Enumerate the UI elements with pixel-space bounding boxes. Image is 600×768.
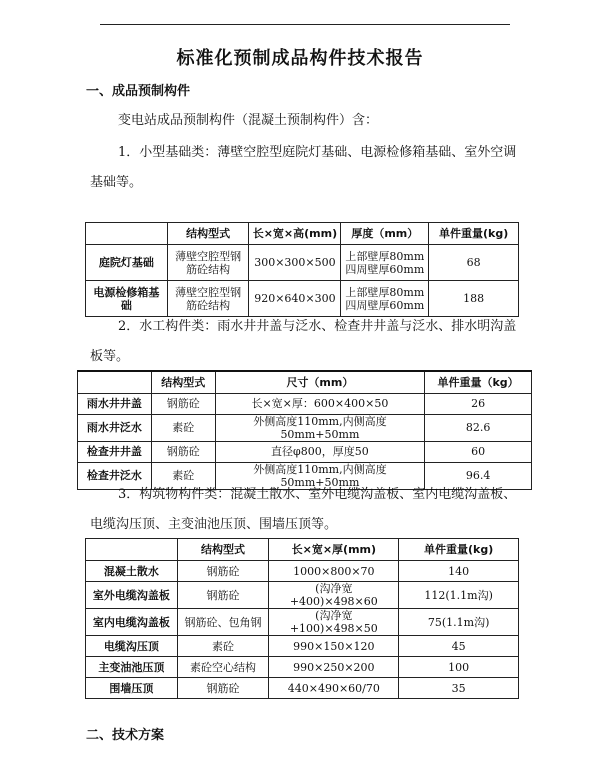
- component-name: 混凝土散水: [86, 561, 178, 582]
- component-name: 围墙压顶: [86, 678, 178, 699]
- size: 外侧高度110mm,内侧高度50mm+50mm: [215, 414, 425, 441]
- table-row: [86, 245, 519, 281]
- component-name: 室内电缆沟盖板: [86, 609, 178, 636]
- unit-weight: 75(1.1m沟): [399, 609, 519, 636]
- unit-weight: 112(1.1m沟): [399, 582, 519, 609]
- table-header-cell: 结构型式: [167, 223, 249, 245]
- header-rule: [100, 24, 510, 25]
- structure-type: 薄壁空腔型钢筋砼结构: [167, 281, 249, 317]
- structure-type: 素砼空心结构: [177, 657, 269, 678]
- unit-weight: 68: [429, 245, 519, 281]
- table-row: [86, 636, 519, 657]
- table-row: [86, 678, 519, 699]
- unit-weight: 96.4: [425, 462, 532, 489]
- structure-type: 素砼: [151, 414, 215, 441]
- table-header-cell: 厚度（mm）: [341, 223, 429, 245]
- table-row: [86, 657, 519, 678]
- structure-type: 钢筋砼: [151, 393, 215, 414]
- structure-type: 钢筋砼: [177, 678, 269, 699]
- component-name: 雨水井井盖: [78, 393, 152, 414]
- table-row: [86, 561, 519, 582]
- table-row: [78, 414, 532, 441]
- table-structure-components: [85, 538, 519, 699]
- structure-type: 薄壁空腔型钢筋砼结构: [167, 245, 249, 281]
- table-row: [78, 393, 532, 414]
- size: 外侧高度110mm,内侧高度50mm+50mm: [215, 462, 425, 489]
- unit-weight: 188: [429, 281, 519, 317]
- thickness: 上部壁厚80mm四周壁厚60mm: [341, 245, 429, 281]
- table-water-components: [77, 370, 532, 490]
- dimensions: 440×490×60/70: [269, 678, 399, 699]
- thickness: 上部壁厚80mm四周壁厚60mm: [341, 281, 429, 317]
- table-row: [86, 582, 519, 609]
- section-2-heading: 二、技术方案: [86, 728, 165, 743]
- dimensions: 300×300×500: [249, 245, 341, 281]
- component-name: 雨水井泛水: [78, 414, 152, 441]
- table-header-cell: 结构型式: [151, 371, 215, 393]
- unit-weight: 35: [399, 678, 519, 699]
- section-1-intro: 变电站成品预制构件（混凝土预制构件）含：: [118, 113, 379, 128]
- structure-type: 钢筋砼: [151, 441, 215, 462]
- item-3-paragraph: 3．构筑物构件类：混凝土散水、室外电缆沟盖板、室内电缆沟盖板、电缆沟压顶、主变油池压顶、围墙压顶等。: [90, 487, 517, 532]
- table-header-cell: 结构型式: [177, 539, 269, 561]
- table-header-cell: 尺寸（mm）: [215, 371, 425, 393]
- dimensions: 920×640×300: [249, 281, 341, 317]
- unit-weight: 100: [399, 657, 519, 678]
- table-header-cell: 单件重量(kg): [429, 223, 519, 245]
- component-name: 室外电缆沟盖板: [86, 582, 178, 609]
- dimensions: 990×150×120: [269, 636, 399, 657]
- table-header-cell: 单件重量(kg): [399, 539, 519, 561]
- dimensions: 990×250×200: [269, 657, 399, 678]
- table-header-cell: 单件重量（kg）: [425, 371, 532, 393]
- table-header-cell: [86, 539, 178, 561]
- dimensions: (沟净宽+100)×498×50: [269, 609, 399, 636]
- unit-weight: 26: [425, 393, 532, 414]
- table-header-cell: 长×宽×高(mm): [249, 223, 341, 245]
- table-small-foundations: [85, 222, 519, 317]
- size: 直径φ800，厚度50: [215, 441, 425, 462]
- item-2-paragraph: 2．水工构件类：雨水井井盖与泛水、检查井井盖与泛水、排水明沟盖板等。: [90, 319, 517, 364]
- component-name: 检查井泛水: [78, 462, 152, 489]
- unit-weight: 82.6: [425, 414, 532, 441]
- table-row: [86, 609, 519, 636]
- document-title: 标准化预制成品构件技术报告: [176, 48, 424, 69]
- table-header-cell: 长×宽×厚(mm): [269, 539, 399, 561]
- structure-type: 钢筋砼: [177, 582, 269, 609]
- table-row: [78, 441, 532, 462]
- unit-weight: 140: [399, 561, 519, 582]
- structure-type: 钢筋砼: [177, 561, 269, 582]
- component-name: 主变油池压顶: [86, 657, 178, 678]
- component-name: 电缆沟压顶: [86, 636, 178, 657]
- component-name: 检查井井盖: [78, 441, 152, 462]
- size: 长×宽×厚：600×400×50: [215, 393, 425, 414]
- table-header-cell: [78, 371, 152, 393]
- unit-weight: 60: [425, 441, 532, 462]
- section-1-heading: 一、成品预制构件: [86, 84, 191, 99]
- structure-type: 素砼: [151, 462, 215, 489]
- table-header-cell: [86, 223, 168, 245]
- unit-weight: 45: [399, 636, 519, 657]
- dimensions: (沟净宽+400)×498×60: [269, 582, 399, 609]
- structure-type: 素砼: [177, 636, 269, 657]
- component-name: 电源检修箱基础: [86, 281, 168, 317]
- structure-type: 钢筋砼、包角钢: [177, 609, 269, 636]
- component-name: 庭院灯基础: [86, 245, 168, 281]
- dimensions: 1000×800×70: [269, 561, 399, 582]
- item-1-paragraph: 1．小型基础类：薄壁空腔型庭院灯基础、电源检修箱基础、室外空调基础等。: [90, 145, 517, 190]
